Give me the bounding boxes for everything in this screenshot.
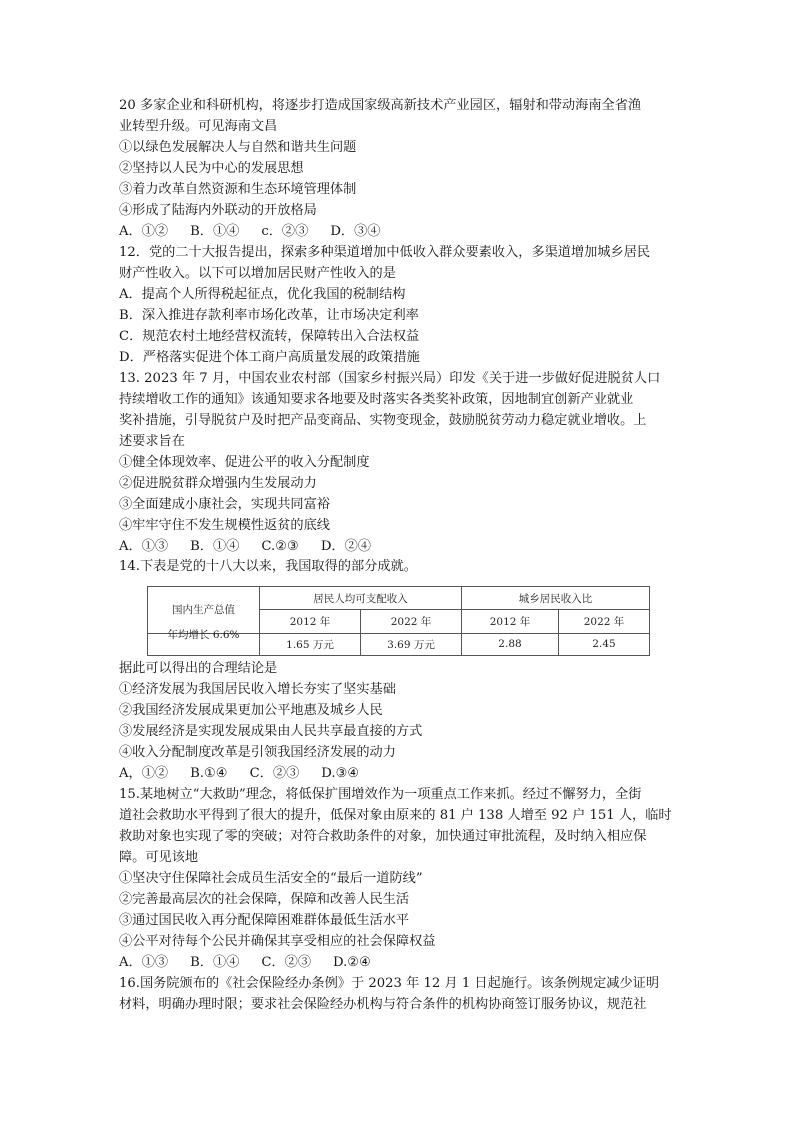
q13-stem-line: 13. 2023 年 7 月，中国农业农村部（国家乡村振兴局）印发《关于进一步做好促进脱贫人口 bbox=[119, 371, 661, 386]
q14-item: ③发展经济是实现发展成果由人民共享最直接的方式 bbox=[119, 724, 423, 739]
q13-item: ①健全体现效率、促进公平的收入分配制度 bbox=[119, 455, 370, 470]
achievements-table bbox=[147, 586, 650, 656]
gdp-header-cell: 国内生产总值 bbox=[148, 587, 260, 634]
q15-item: ①坚决守住保障社会成员生活安全的“最后一道防线” bbox=[119, 871, 423, 886]
year-cell: 2022 年 bbox=[559, 610, 650, 633]
q14-item: ②我国经济发展成果更加公平地惠及城乡人民 bbox=[119, 703, 383, 718]
q15-stem-line: 救助对象也实现了零的突破；对符合救助条件的对象，加快通过审批流程，及时纳入相应保 bbox=[119, 829, 647, 844]
q15-stem-line: 道社会救助水平得到了很大的提升，低保对象由原来的 81 户 138 人增至 92 户 151 人，临时 bbox=[119, 808, 672, 823]
year-cell: 2012 年 bbox=[260, 610, 361, 633]
option-b: B.①④ bbox=[190, 766, 228, 781]
q12-stem-line: 财产性收入。以下可以增加居民财产性收入的是 bbox=[119, 266, 396, 281]
q15-options bbox=[119, 953, 393, 973]
q15-stem-line: 15.某地树立“大救助”理念，将低保扩围增效作为一项重点工作来抓。经过不懈努力，全街 bbox=[119, 787, 642, 802]
value-cell: 2.45 bbox=[559, 633, 650, 655]
q11-item: ②坚持以人民为中心的发展思想 bbox=[119, 161, 304, 176]
q11-stem-line: 20 多家企业和科研机构，将逐步打造成国家级高新技术产业园区，辐射和带动海南全省渔 bbox=[119, 98, 642, 113]
q12-option: D．严格落实促进个体工商户高质量发展的政策措施 bbox=[119, 350, 420, 365]
option-a: A，①② bbox=[119, 766, 169, 781]
q13-options bbox=[119, 537, 393, 557]
q11-item: ①以绿色发展解决人与自然和谐共生问题 bbox=[119, 140, 357, 155]
q11-item: ④形成了陆海内外联动的开放格局 bbox=[119, 203, 317, 218]
q14-prompt: 据此可以得出的合理结论是 bbox=[119, 661, 278, 676]
option-a: A．①③ bbox=[119, 539, 169, 554]
option-d: D.②④ bbox=[333, 955, 371, 970]
q13-stem-line: 述要求旨在 bbox=[119, 434, 185, 449]
option-a: A．①③ bbox=[119, 955, 169, 970]
option-d: D．③④ bbox=[330, 224, 381, 239]
value-cell: 1.65 万元 bbox=[260, 633, 361, 655]
q14-item: ④收入分配制度改革是引领我国经济发展的动力 bbox=[119, 745, 396, 760]
value-cell: 2.88 bbox=[462, 633, 559, 655]
q14-item: ①经济发展为我国居民收入增长夯实了坚实基础 bbox=[119, 682, 396, 697]
year-cell: 2012 年 bbox=[462, 610, 559, 633]
q12-option: C．规范农村土地经营权流转，保障转出入合法权益 bbox=[119, 329, 420, 344]
q13-item: ③全面建成小康社会，实现共同富裕 bbox=[119, 497, 330, 512]
option-a: A．①② bbox=[119, 224, 169, 239]
q13-stem-line: 持续增收工作的通知》该通知要求各地要及时落实各类奖补政策，因地制宜创新产业就业 bbox=[119, 392, 634, 407]
q12-option: A．提高个人所得税起征点，优化我国的税制结构 bbox=[119, 287, 406, 302]
gdp-value-cell: 年均增长 6.6% bbox=[148, 623, 260, 645]
option-b: B．①④ bbox=[190, 539, 240, 554]
q16-stem-line: 16.国务院颁布的《社会保险经办条例》于 2023 年 12 月 1 日起施行。该条例规定减少证明 bbox=[119, 976, 660, 991]
q15-stem-line: 障。可见该地 bbox=[119, 850, 199, 865]
q12-option: B．深入推进存款利率市场化改革，让市场决定利率 bbox=[119, 308, 419, 323]
q11-options bbox=[119, 222, 402, 242]
option-c: C．②③ bbox=[261, 955, 312, 970]
income-header-cell: 居民人均可支配收入 bbox=[260, 587, 462, 610]
q11-item: ③着力改革自然资源和生态环境管理体制 bbox=[119, 182, 357, 197]
q13-stem-line: 奖补措施，引导脱贫户及时把产品变商品、实物变现金，鼓励脱贫劳动力稳定就业增收。上 bbox=[119, 413, 647, 428]
q13-item: ②促进脱贫群众增强内生发展动力 bbox=[119, 476, 317, 491]
q14-options bbox=[119, 764, 381, 784]
option-c: C.②③ bbox=[261, 539, 299, 554]
option-b: B．①④ bbox=[190, 224, 240, 239]
q15-item: ③通过国民收入再分配保障困难群体最低生活水平 bbox=[119, 913, 410, 928]
value-cell: 3.69 万元 bbox=[361, 633, 462, 655]
q15-item: ④公平对待每个公民并确保其享受相应的社会保障权益 bbox=[119, 934, 436, 949]
q14-stem-line: 14.下表是党的十八大以来，我国取得的部分成就。 bbox=[119, 559, 417, 574]
option-c: c．②③ bbox=[261, 224, 309, 239]
q13-item: ④牢牢守住不发生规模性返贫的底线 bbox=[119, 518, 330, 533]
option-c: C．②③ bbox=[249, 766, 300, 781]
q12-stem-line: 12．党的二十大报告提出，探索多种渠道增加中低收入群众要素收入，多渠道增加城乡居民 bbox=[119, 245, 651, 260]
ratio-header-cell: 城乡居民收入比 bbox=[462, 587, 650, 610]
q15-item: ②完善最高层次的社会保障，保障和改善人民生活 bbox=[119, 892, 410, 907]
q11-stem-line: 业转型升级。可见海南文昌 bbox=[119, 119, 278, 134]
option-d: D.③④ bbox=[321, 766, 360, 781]
option-d: D．②④ bbox=[320, 539, 371, 554]
option-b: B．①④ bbox=[190, 955, 240, 970]
year-cell: 2022 年 bbox=[361, 610, 462, 633]
q16-stem-line: 材料，明确办理时限；要求社会保险经办机构与符合条件的机构协商签订服务协议，规范社 bbox=[119, 997, 647, 1012]
